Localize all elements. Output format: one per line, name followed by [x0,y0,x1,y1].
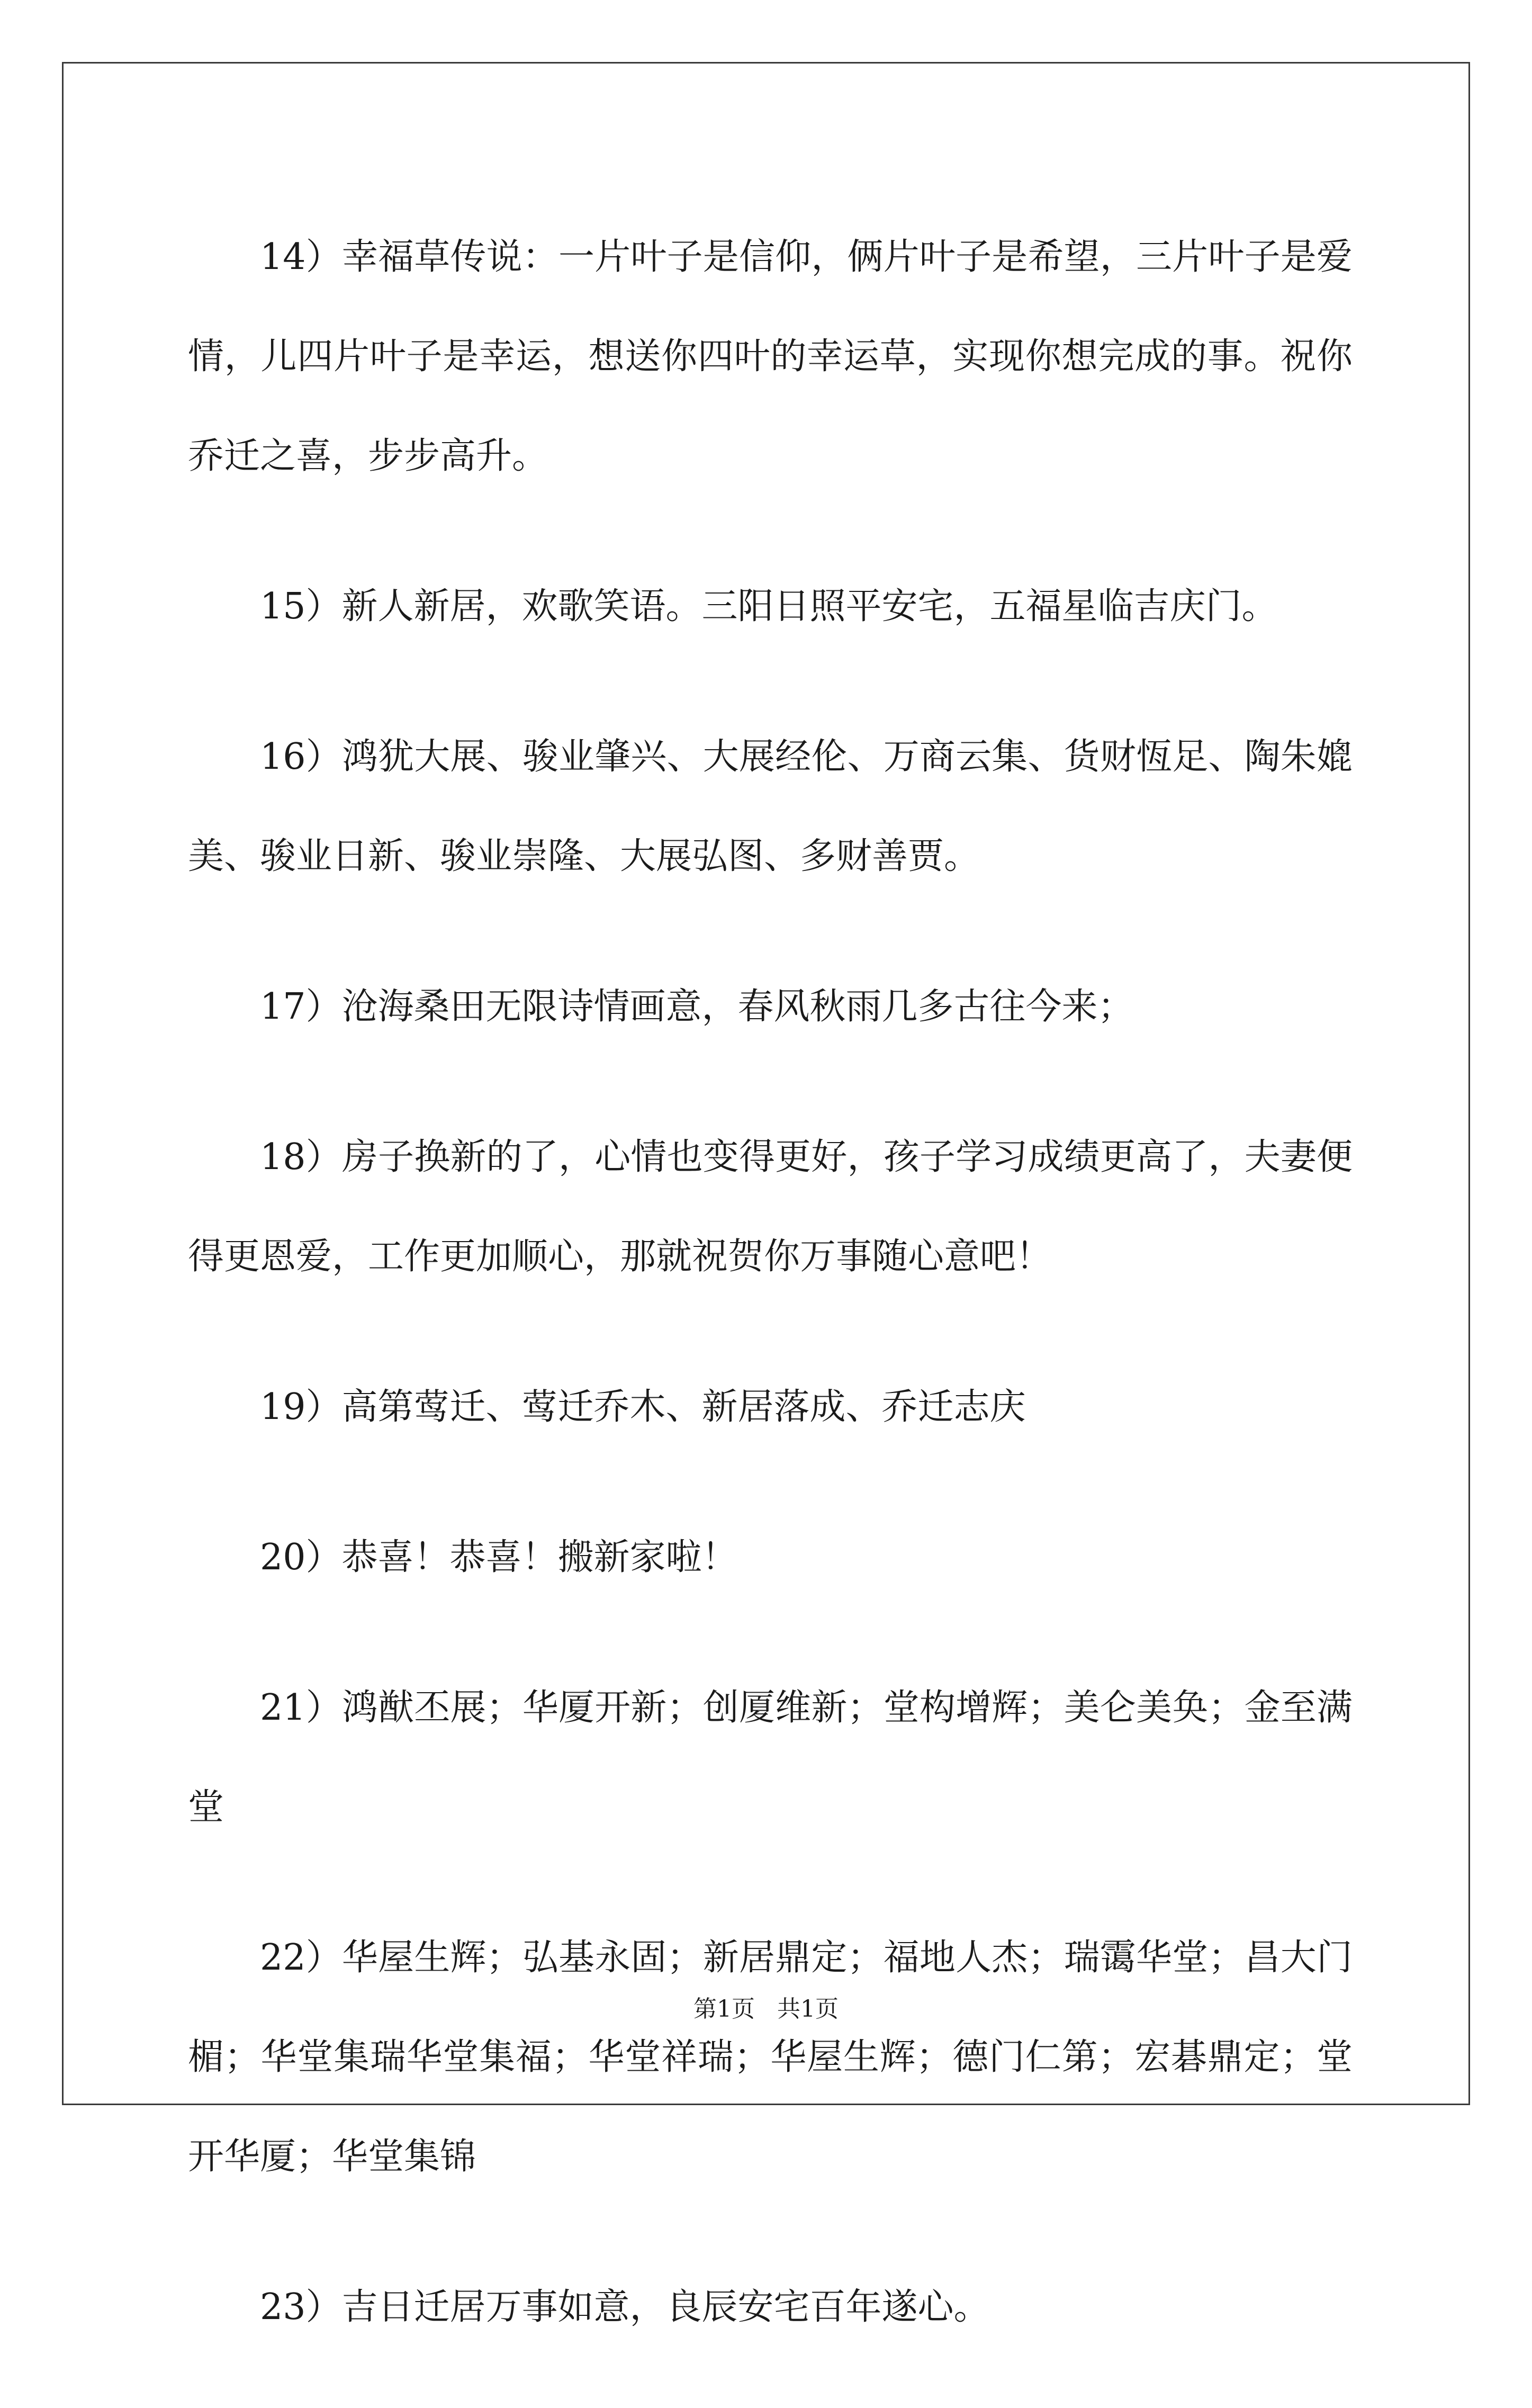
document-body [188,208,1353,2408]
page-number: 第1页 [693,1996,755,2023]
paragraph-21: 21）鸿猷丕展；华厦开新；创厦维新；堂构增辉；美仑美奂；金至满堂 [188,1687,1353,1828]
paragraph-17: 17）沧海桑田无限诗情画意，春风秋雨几多古往今来； [260,986,1134,1028]
paragraph-23: 23）吉日迁居万事如意，良辰安宅百年遂心。 [260,2286,990,2328]
paragraph-18: 18）房子换新的了，心情也变得更好，孩子学习成绩更高了，夫妻便得更恩爱，工作更加顺心，那就祝贺你万事随心意吧！ [188,1136,1353,1278]
page-total: 共1页 [777,1996,839,2023]
paragraph-19: 19）高第莺迁、莺迁乔木、新居落成、乔迁志庆 [260,1386,1026,1428]
paragraph-15: 15）新人新居，欢歌笑语。三阳日照平安宅，五福星临吉庆门。 [260,586,1278,627]
page-footer [0,1993,1532,2025]
paragraph-20: 20）恭喜！恭喜！搬新家啦！ [260,1537,738,1578]
paragraph-16: 16）鸿犹大展、骏业肇兴、大展经伦、万商云集、货财恆足、陶朱媲美、骏业日新、骏业崇隆、大展弘图、多财善贾。 [188,736,1353,877]
paragraph-22: 22）华屋生辉；弘基永固；新居鼎定；福地人杰；瑞霭华堂；昌大门楣；华堂集瑞华堂集福；华堂祥瑞；华屋生辉；德门仁第；宏碁鼎定；堂开华厦；华堂集锦 [188,1937,1353,2178]
paragraph-14: 14）幸福草传说：一片叶子是信仰，俩片叶子是希望，三片叶子是爱情，儿四片叶子是幸运，想送你四叶的幸运草，实现你想完成的事。祝你乔迁之喜，步步高升。 [188,236,1353,477]
